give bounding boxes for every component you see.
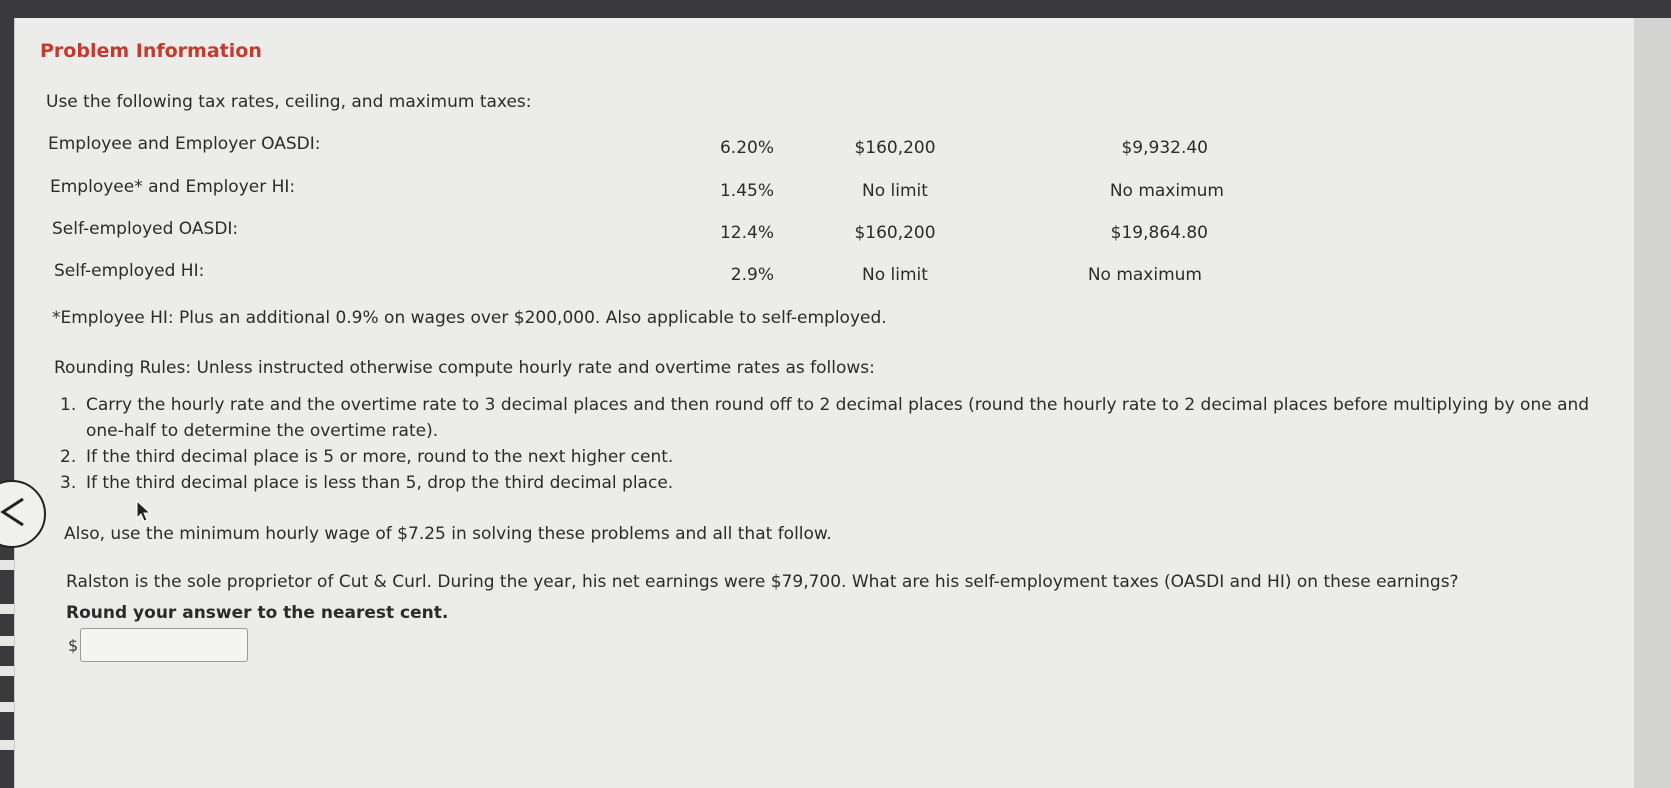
chevron-left-icon	[0, 495, 27, 533]
tax-row-label: Employee* and Employer HI:	[50, 177, 296, 197]
tax-rate: 6.20%	[719, 138, 774, 158]
tax-rate: 12.4%	[719, 223, 774, 243]
rule-number: 2.	[60, 447, 77, 467]
tax-ceiling: No limit	[862, 181, 928, 201]
minimum-wage-note: Also, use the minimum hourly wage of $7.25 in solving these problems and all that follow.	[64, 524, 832, 544]
rule-number: 3.	[60, 473, 77, 493]
rule-text: Carry the hourly rate and the overtime rate to 3 decimal places and then round off to 2 decimal places (round the hourly rate to 2 decimal places before multiplying by one and one-half to determine the overtime rate).	[86, 395, 1590, 441]
intro-text: Use the following tax rates, ceiling, and maximum taxes:	[46, 92, 532, 112]
question-text: Ralston is the sole proprietor of Cut & Curl. During the year, his net earnings were $79,700. What are his self-employment taxes (OASDI and HI) on these earnings?	[66, 572, 1459, 592]
answer-input[interactable]	[80, 628, 248, 662]
tax-rate: 1.45%	[719, 181, 774, 201]
mouse-pointer-icon	[136, 500, 152, 526]
rule-text: If the third decimal place is 5 or more, round to the next higher cent.	[86, 447, 674, 467]
tax-row-label: Self-employed HI:	[54, 261, 205, 281]
hi-footnote: *Employee HI: Plus an additional 0.9% on wages over $200,000. Also applicable to self-employed.	[52, 308, 887, 328]
tax-ceiling: No limit	[862, 265, 928, 285]
page-title: Problem Information	[40, 40, 262, 62]
tax-maximum: $9,932.40	[1121, 138, 1208, 158]
tax-ceiling: $160,200	[854, 138, 936, 158]
tax-maximum: No maximum	[1087, 265, 1202, 285]
rule-number: 1.	[60, 395, 77, 415]
list-item	[60, 392, 1620, 444]
rounding-rules-list	[60, 392, 1620, 496]
tax-maximum: $19,864.80	[1110, 223, 1208, 243]
tax-row-label: Employee and Employer OASDI:	[48, 134, 321, 154]
tax-row-label: Self-employed OASDI:	[52, 219, 239, 239]
rounding-rules-heading: Rounding Rules: Unless instructed otherwise compute hourly rate and overtime rates as follows:	[54, 358, 875, 378]
list-item	[60, 470, 1620, 496]
currency-symbol: $	[68, 636, 79, 655]
list-item	[60, 444, 1620, 470]
tax-rate: 2.9%	[730, 265, 774, 285]
tax-maximum: No maximum	[1109, 181, 1224, 201]
screen-edge	[1634, 18, 1671, 788]
rule-text: If the third decimal place is less than 5, drop the third decimal place.	[86, 473, 674, 493]
rounding-instruction: Round your answer to the nearest cent.	[66, 603, 449, 623]
tax-ceiling: $160,200	[854, 223, 936, 243]
